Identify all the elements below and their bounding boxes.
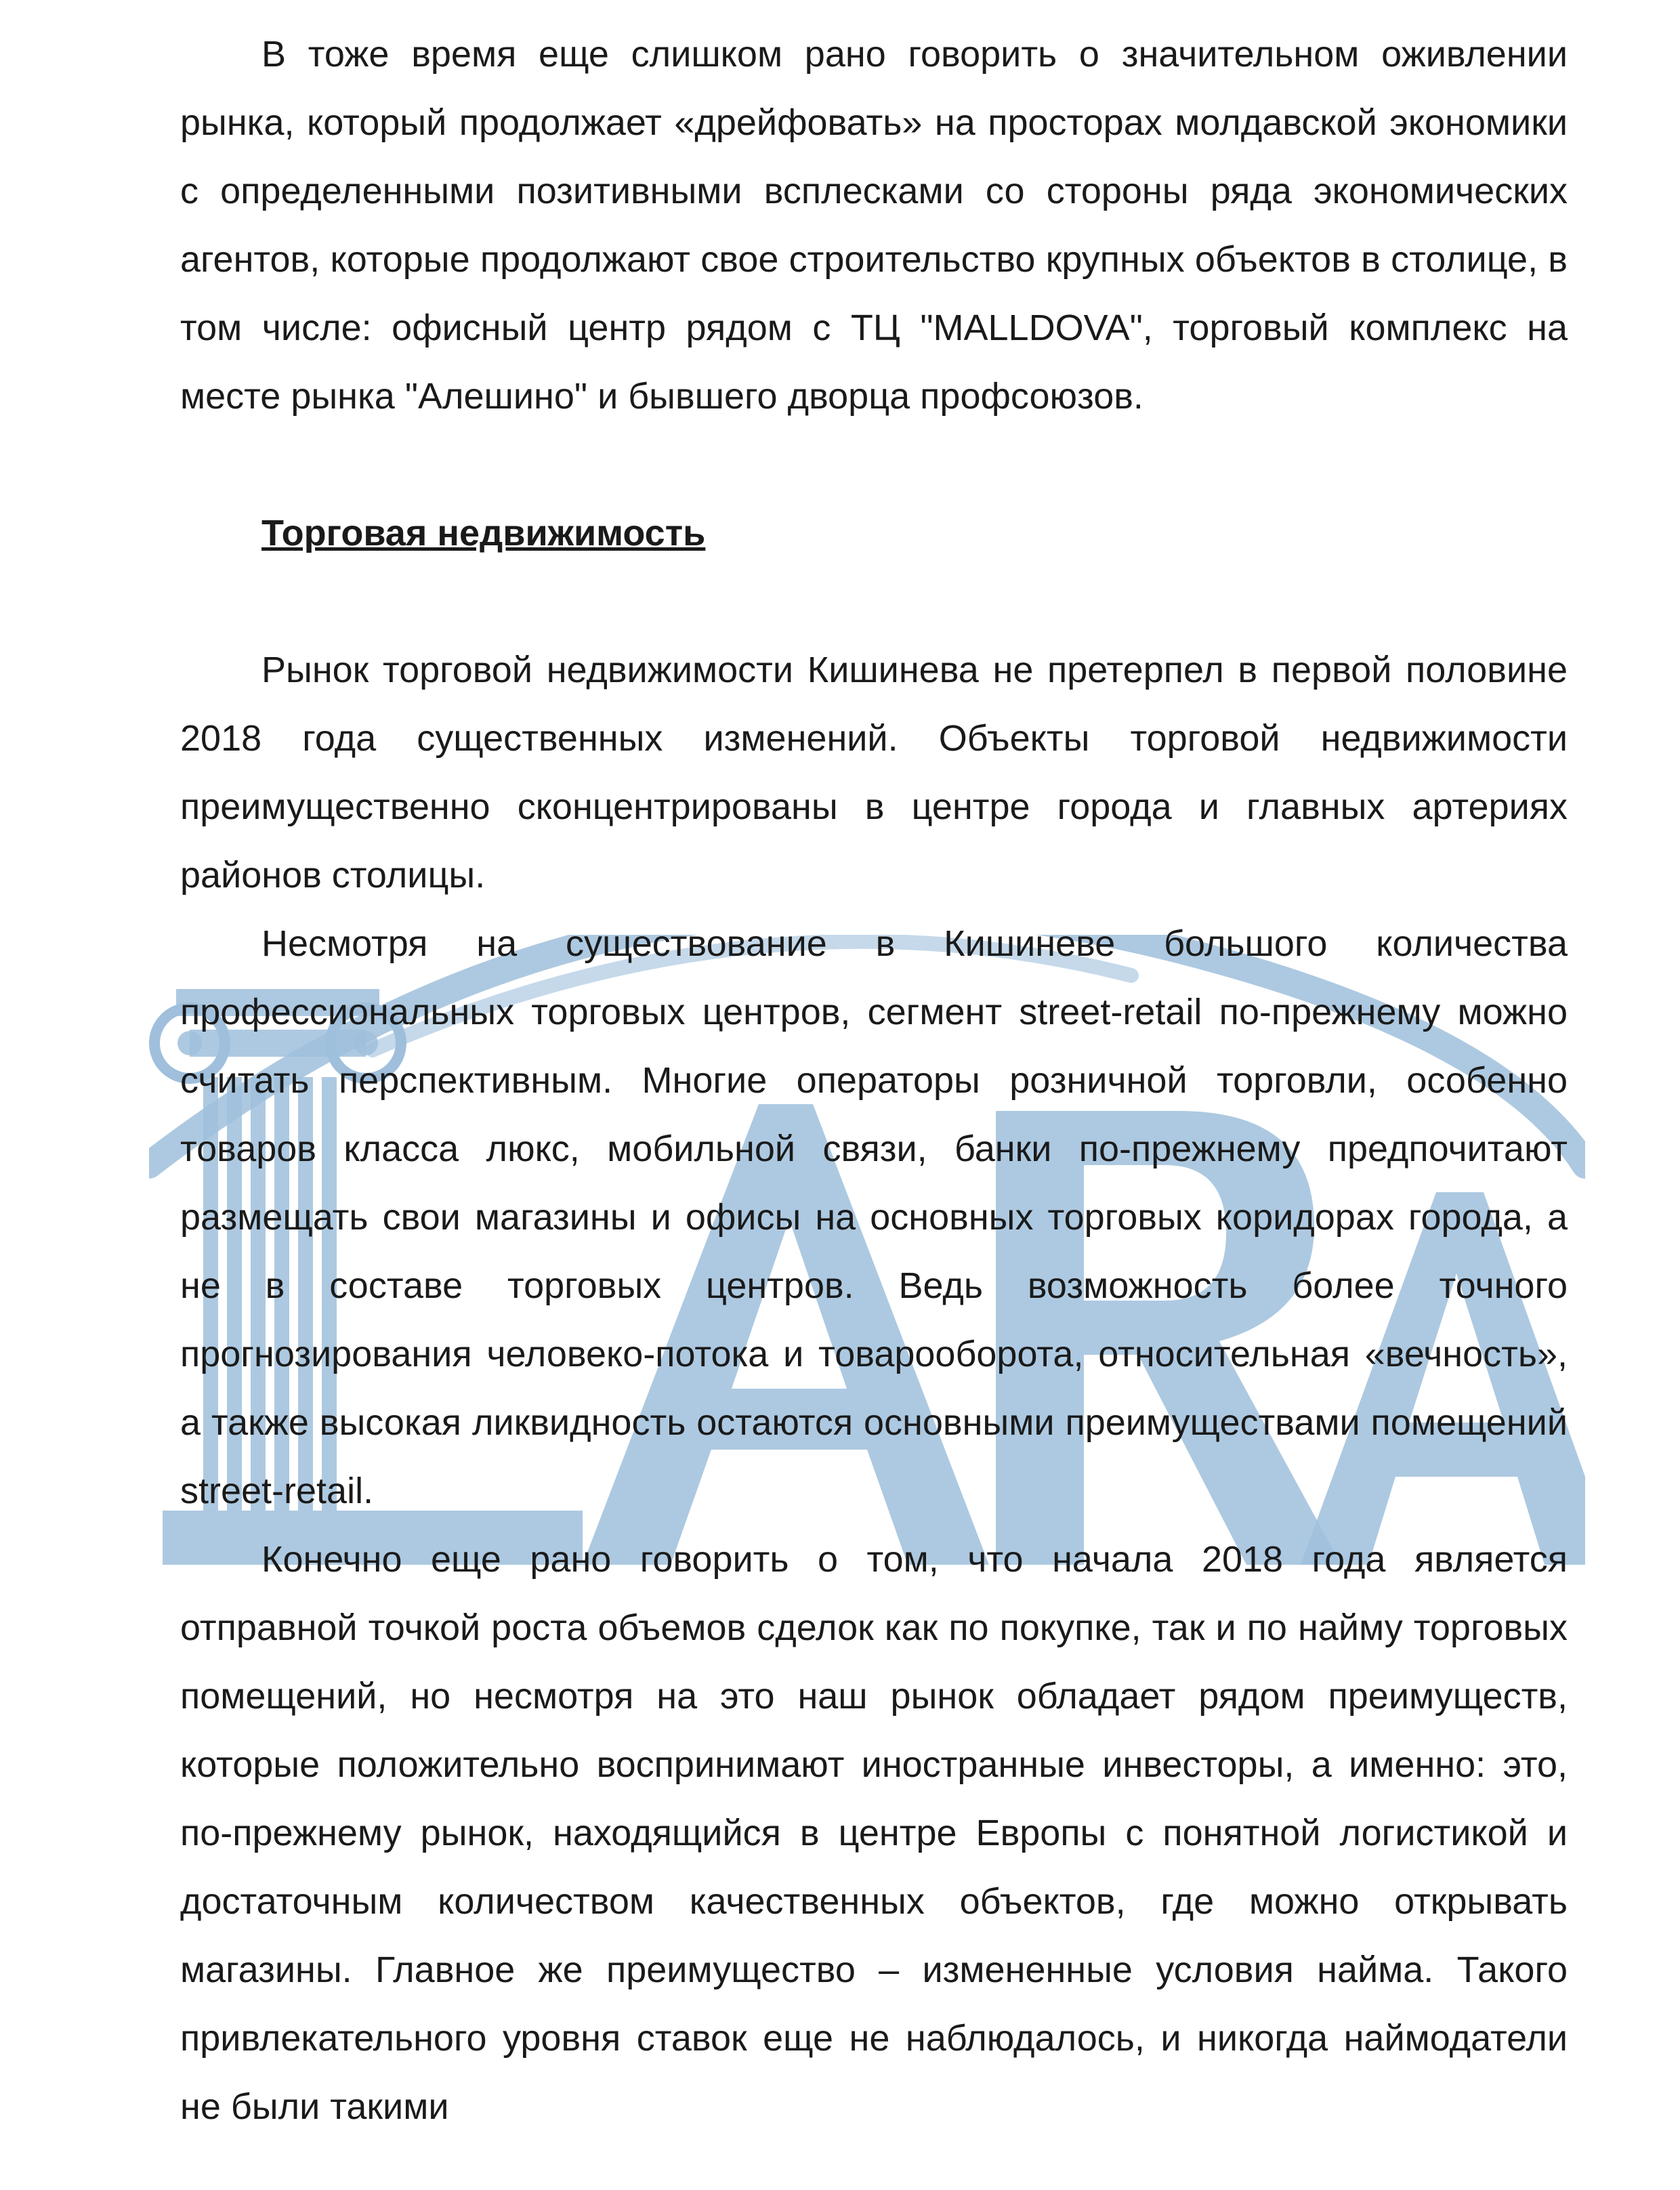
paragraph-street-retail: Несмотря на существование в Кишиневе большого количества профессиональных торговых центров, сегмент street-retail по-прежнему можно считать перспективным. Многие операторы розничной торговли, особенно товаров класса люкс, мобильной связи, банки по-прежнему предпочитают размещать свои магазины и офисы на основных торговых коридорах города, а не в составе торговых центров. Ведь возможность более точного прогнозирования человеко-потока и товарооборота, относительная «вечность», а также высокая ликвидность остаются основными преимуществами помещений street-retail.	[180, 923, 1568, 1511]
section-heading: Торговая недвижимость	[261, 513, 706, 553]
paragraph-market-advantages: Конечно еще рано говорить о том, что начала 2018 года является отправной точкой роста объемов сделок как по покупке, так и по найму торговых помещений, но несмотря на это наш рынок обладает рядом преимуществ, которые положительно воспринимают иностранные инвесторы, а именно: это, по-прежнему рынок, находящийся в центре Европы с понятной логистикой и достаточным количеством качественных объектов, где можно открывать магазины. Главное же преимущество – измененные условия найма. Такого привлекательного уровня ставок еще не наблюдалось, и никогда наймодатели не были такими	[180, 1539, 1568, 2127]
paragraph-market-overview: Рынок торговой недвижимости Кишинева не претерпел в первой половине 2018 года существенных изменений. Объекты торговой недвижимости преимущественно сконцентрированы в центре города и главных артериях районов столицы.	[180, 650, 1568, 896]
intro-paragraph: В тоже время еще слишком рано говорить о значительном оживлении рынка, который продолжает «дрейфовать» на просторах молдавской экономики с определенными позитивными всплесками со стороны ряда экономических агентов, которые продолжают свое строительство крупных объектов в столице, в том числе: офисный центр рядом с ТЦ "MALLDOVA", торговый комплекс на месте рынка "Алешино" и бывшего дворца профсоюзов.	[180, 34, 1568, 417]
document-body	[180, 20, 1568, 2141]
